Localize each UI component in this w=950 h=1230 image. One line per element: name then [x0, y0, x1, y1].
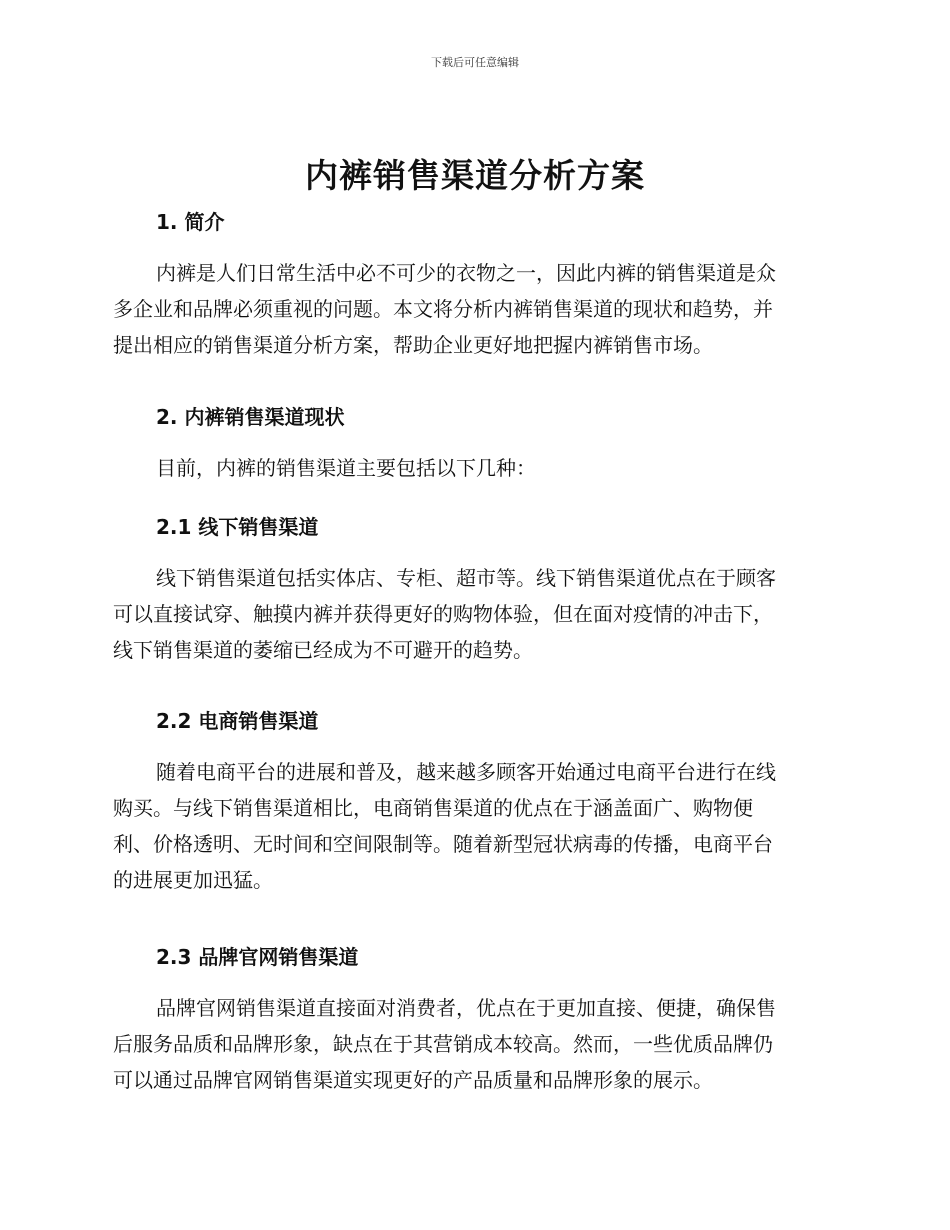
- section-paragraph-offline: [113, 560, 829, 668]
- section-paragraph-official-site: [113, 990, 829, 1098]
- paragraph-line: 的进展更加迅猛。: [113, 868, 273, 892]
- paragraph-line: 目前，内裤的销售渠道主要包括以下几种：: [156, 456, 536, 480]
- document-title: 内裤销售渠道分析方案: [305, 156, 645, 195]
- paragraph-line: 随着电商平台的进展和普及，越来越多顾客开始通过电商平台进行在线: [156, 760, 776, 784]
- section-heading-official-site: 2.3 品牌官网销售渠道: [156, 945, 359, 969]
- paragraph-line: 后服务品质和品牌形象，缺点在于其营销成本较高。然而，一些优质品牌仍: [113, 1032, 773, 1056]
- paragraph-line: 线下销售渠道的萎缩已经成为不可避开的趋势。: [113, 638, 533, 662]
- section-heading-intro: 1. 简介: [156, 210, 225, 234]
- section-heading-status: 2. 内裤销售渠道现状: [156, 405, 345, 429]
- paragraph-line: 利、价格透明、无时间和空间限制等。随着新型冠状病毒的传播，电商平台: [113, 832, 773, 856]
- section-paragraph-status: [113, 450, 829, 486]
- paragraph-line: 内裤是人们日常生活中必不可少的衣物之一，因此内裤的销售渠道是众: [156, 261, 776, 285]
- paragraph-line: 可以通过品牌官网销售渠道实现更好的产品质量和品牌形象的展示。: [113, 1068, 713, 1092]
- paragraph-line: 购买。与线下销售渠道相比，电商销售渠道的优点在于涵盖面广、购物便: [113, 796, 753, 820]
- section-paragraph-intro: [113, 255, 829, 363]
- page-header-note: 下载后可任意编辑: [431, 56, 519, 69]
- paragraph-line: 可以直接试穿、触摸内裤并获得更好的购物体验，但在面对疫情的冲击下，: [113, 602, 773, 626]
- section-paragraph-ecommerce: [113, 754, 829, 898]
- section-heading-ecommerce: 2.2 电商销售渠道: [156, 709, 319, 733]
- paragraph-line: 线下销售渠道包括实体店、专柜、超市等。线下销售渠道优点在于顾客: [156, 566, 776, 590]
- paragraph-line: 多企业和品牌必须重视的问题。本文将分析内裤销售渠道的现状和趋势，并: [113, 297, 773, 321]
- paragraph-line: 品牌官网销售渠道直接面对消费者，优点在于更加直接、便捷，确保售: [156, 996, 776, 1020]
- section-heading-offline: 2.1 线下销售渠道: [156, 515, 319, 539]
- paragraph-line: 提出相应的销售渠道分析方案，帮助企业更好地把握内裤销售市场。: [113, 333, 713, 357]
